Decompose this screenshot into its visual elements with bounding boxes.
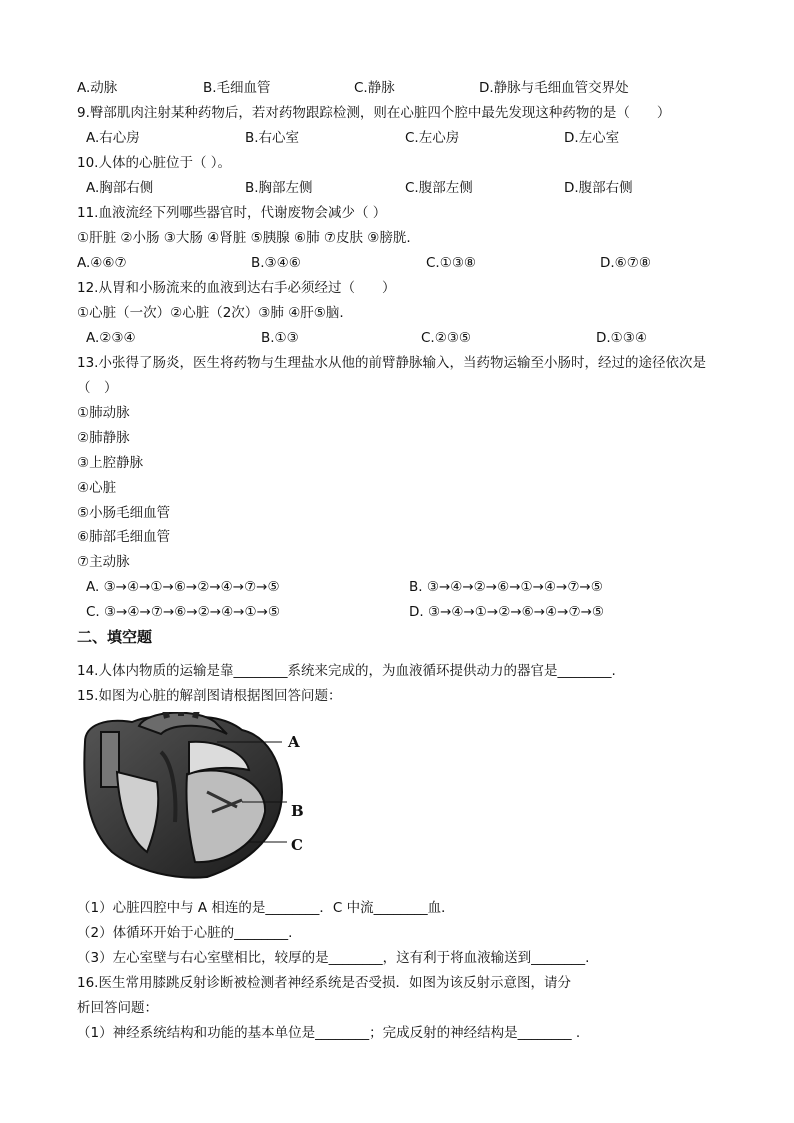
q11-option-a: A.④⑥⑦	[77, 255, 127, 271]
section-heading: 二、填空题	[77, 628, 153, 646]
q13-item-7: ⑦主动脉	[77, 554, 130, 570]
q12-list: ①心脏（一次）②心脏（2次）③肺 ④肝⑤脑.	[77, 305, 344, 321]
q9-option-c: C.左心房	[405, 130, 460, 146]
q11-option-d: D.⑥⑦⑧	[600, 255, 651, 271]
q13-stem-line1: 13.小张得了肠炎，医生将药物与生理盐水从他的前臂静脉输入，当药物运输至小肠时，经过的途径依次是	[77, 355, 706, 371]
q12-option-c: C.②③⑤	[421, 330, 472, 346]
q8-option-a: A.动脉	[77, 80, 118, 96]
label-b: B	[291, 802, 304, 820]
q10-stem: 10.人体的心脏位于（ ）。	[77, 155, 232, 171]
q12-option-a: A.②③④	[86, 330, 136, 346]
q13-stem-line2: （ ）	[77, 380, 118, 396]
q13-item-5: ⑤小肠毛细血管	[77, 505, 171, 521]
q9-stem: 9.臀部肌肉注射某种药物后，若对药物跟踪检测，则在心脏四个腔中最先发现这种药物的是（ ）	[77, 105, 671, 121]
q15-sub1: （1）心脏四腔中与 A 相连的是________．C 中流________血．	[77, 900, 455, 916]
q16-stem-line2: 析回答问题：	[77, 1000, 158, 1016]
q14-stem: 14.人体内物质的运输是靠________系统来完成的，为血液循环提供动力的器官是________.	[77, 663, 616, 679]
q16-sub1: （1）神经系统结构和功能的基本单位是________；完成反射的神经结构是________ .	[77, 1025, 581, 1041]
label-a: A	[288, 733, 300, 751]
q13-option-a: A. ③→④→①→⑥→②→④→⑦→⑤	[86, 579, 280, 595]
q13-option-d: D. ③→④→①→②→⑥→④→⑦→⑤	[409, 604, 604, 620]
q11-option-c: C.①③⑧	[426, 255, 477, 271]
q9-option-d: D.左心室	[564, 130, 620, 146]
heart-diagram	[77, 712, 317, 882]
q13-option-c: C. ③→④→⑦→⑥→②→④→①→⑤	[86, 604, 281, 620]
q15-sub2: （2）体循环开始于心脏的________.	[77, 925, 293, 941]
label-c: C	[291, 836, 303, 854]
q10-option-b: B.胸部左侧	[245, 180, 313, 196]
q12-option-b: B.①③	[261, 330, 299, 346]
q9-option-a: A.右心房	[86, 130, 140, 146]
q15-stem: 15.如图为心脏的解剖图请根据图回答问题：	[77, 688, 342, 704]
q10-option-c: C.腹部左侧	[405, 180, 473, 196]
q13-option-b: B. ③→④→②→⑥→①→④→⑦→⑤	[409, 579, 603, 595]
q8-option-b: B.毛细血管	[203, 80, 271, 96]
q10-option-d: D.腹部右侧	[564, 180, 633, 196]
q8-option-c: C.静脉	[354, 80, 395, 96]
q11-stem: 11.血液流经下列哪些器官时，代谢废物会减少（ ）	[77, 205, 387, 221]
q11-option-b: B.③④⑥	[251, 255, 301, 271]
q12-stem: 12.从胃和小肠流来的血液到达右手必须经过（ ）	[77, 280, 396, 296]
q13-item-3: ③上腔静脉	[77, 455, 144, 471]
q13-item-1: ①肺动脉	[77, 405, 130, 421]
q8-option-d: D.静脉与毛细血管交界处	[479, 80, 629, 96]
q10-option-a: A.胸部右侧	[86, 180, 154, 196]
q15-sub3: （3）左心室壁与右心室壁相比，较厚的是________，这有利于将血液输送到________.	[77, 950, 590, 966]
q9-option-b: B.右心室	[245, 130, 300, 146]
q16-stem-line1: 16.医生常用膝跳反射诊断被检测者神经系统是否受损．如图为该反射示意图，请分	[77, 975, 571, 991]
q12-option-d: D.①③④	[596, 330, 647, 346]
q11-list: ①肝脏 ②小肠 ③大肠 ④肾脏 ⑤胰腺 ⑥肺 ⑦皮肤 ⑨膀胱.	[77, 230, 411, 246]
q13-item-2: ②肺静脉	[77, 430, 130, 446]
q13-item-6: ⑥肺部毛细血管	[77, 529, 171, 545]
q13-item-4: ④心脏	[77, 480, 117, 496]
